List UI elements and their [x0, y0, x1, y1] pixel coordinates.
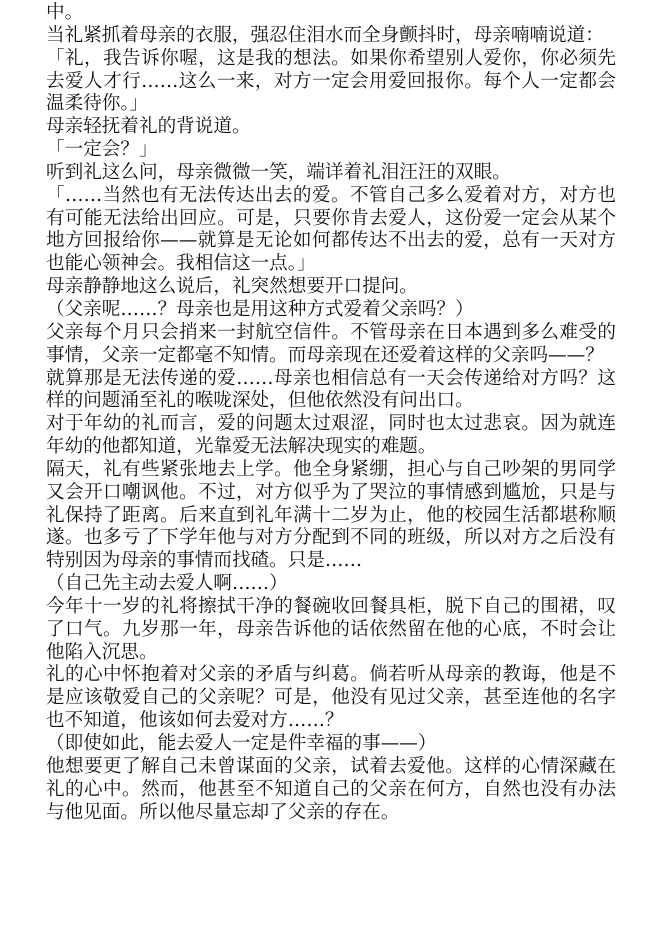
- paragraph-16: 礼的心中怀抱着对父亲的矛盾与纠葛。倘若听从母亲的教诲，他是不是应该敬爱自己的父亲呢？可是，他没有见过父亲，甚至连他的名字也不知道，他该如何去爱对方……？: [46, 664, 616, 732]
- paragraph-17: （即使如此，能去爱人一定是件幸福的事——）: [46, 733, 437, 754]
- paragraph-1: 中。: [46, 2, 84, 23]
- document-body: [46, 2, 616, 824]
- paragraph-3: 「礼，我告诉你喔，这是我的想法。如果你希望别人爱你，你必须先去爱人才行……这么一来，对方一定会用爱回报你。每个人一定都会温柔待你。」: [46, 47, 616, 115]
- paragraph-11: 就算那是无法传递的爱……母亲也相信总有一天会传递给对方吗？这样的问题涌至礼的喉咙深处，但他依然没有问出口。: [46, 367, 616, 412]
- paragraph-2: 当礼紧抓着母亲的衣服，强忍住泪水而全身颤抖时，母亲喃喃说道：: [46, 24, 604, 46]
- paragraph-13: 隔天，礼有些紧张地去上学。他全身紧绷，担心与自己吵架的男同学又会开口嘲讽他。不过，对方似乎为了哭泣的事情感到尴尬，只是与礼保持了距离。后来直到礼年满十二岁为止，他的校园生活都堪称顺遂。也多亏了下学年他与对方分配到不同的班级，所以对方之后没有特别因为母亲的事情而找碴。只是……: [46, 458, 616, 572]
- paragraph-4: 母亲轻抚着礼的背说道。: [46, 116, 251, 138]
- paragraph-15: 今年十一岁的礼将擦拭干净的餐碗收回餐具柜，脱下自己的围裙，叹了口气。九岁那一年，母亲告诉他的话依然留在他的心底，不时会让他陷入沉思。: [46, 595, 616, 663]
- paragraph-6: 听到礼这么问，母亲微微一笑，端详着礼泪汪汪的双眼。: [46, 161, 511, 183]
- paragraph-18: 他想要更了解自己未曾谋面的父亲，试着去爱他。这样的心情深藏在礼的心中。然而，他甚至不知道自己的父亲在何方，自然也没有办法与他见面。所以他尽量忘却了父亲的存在。: [46, 755, 616, 823]
- paragraph-7: 「……当然也有无法传达出去的爱。不管自己多么爱着对方，对方也有可能无法给出回应。可是，只要你肯去爱人，这份爱一定会从某个地方回报给你——就算是无论如何都传达不出去的爱，总有一天对方也能心领神会。我相信这一点。」: [46, 184, 616, 275]
- paragraph-5: 「一定会？」: [46, 139, 158, 161]
- paragraph-10: 父亲每个月只会捎来一封航空信件。不管母亲在日本遇到多么难受的事情，父亲一定都毫不知情。而母亲现在还爱着这样的父亲吗——？: [46, 321, 616, 366]
- paragraph-8: 母亲静静地这么说后，礼突然想要开口提问。: [46, 276, 418, 298]
- paragraph-9: （父亲呢……？母亲也是用这种方式爱着父亲吗？）: [46, 298, 474, 320]
- paragraph-12: 对于年幼的礼而言，爱的问题太过艰涩，同时也太过悲哀。因为就连年幼的他都知道，光靠爱无法解决现实的难题。: [46, 413, 616, 458]
- paragraph-14: （自己先主动去爱人啊……）: [46, 573, 288, 595]
